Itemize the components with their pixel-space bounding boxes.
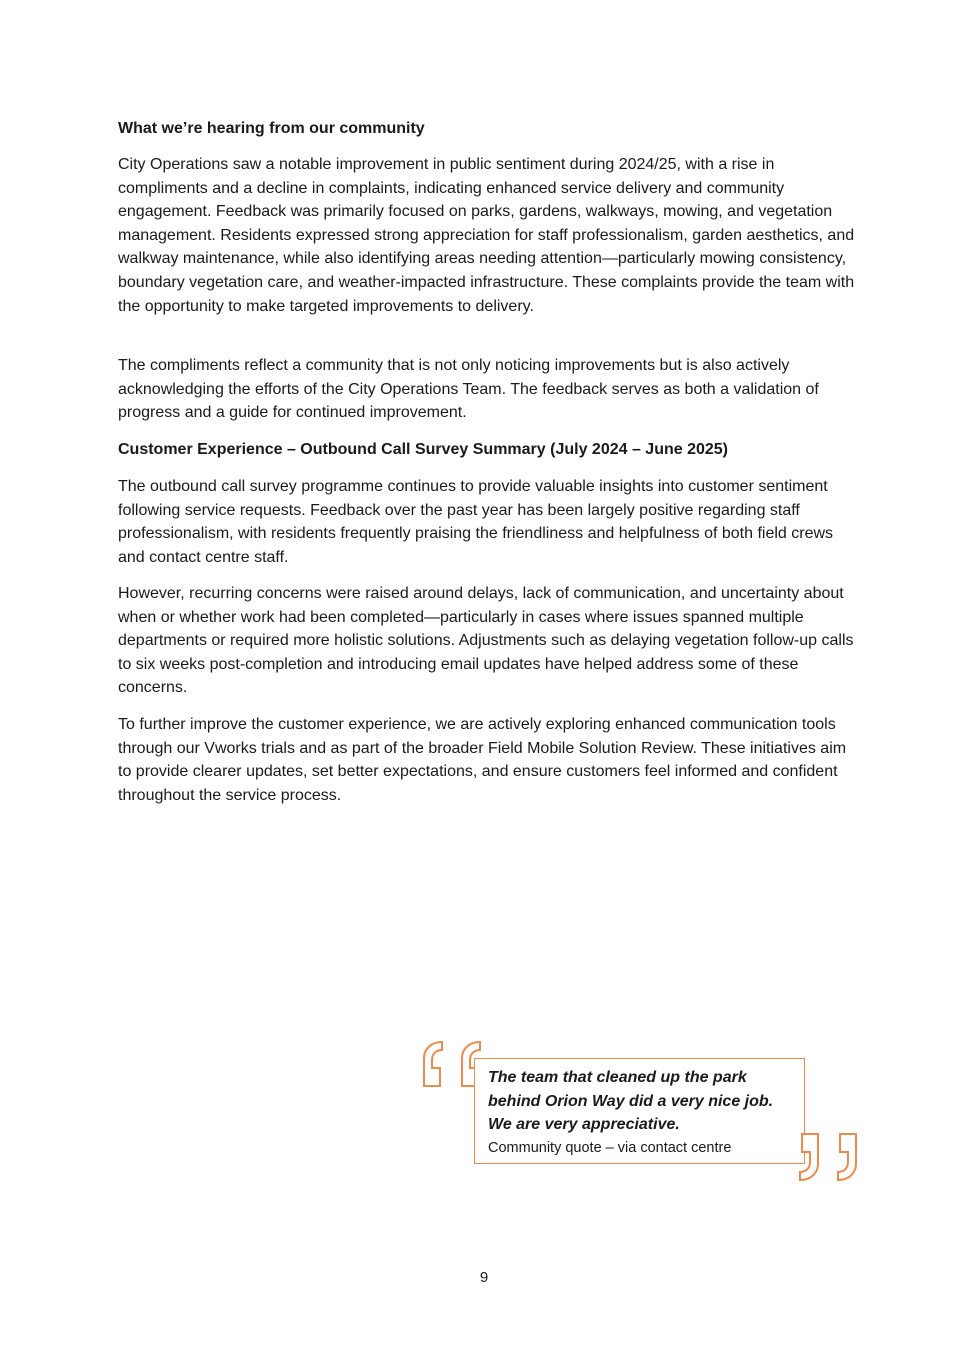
section-heading: What we’re hearing from our community <box>118 120 425 137</box>
quote-box <box>474 1058 805 1164</box>
quote-line: behind Orion Way did a very nice job. <box>488 1092 774 1110</box>
quote-source: Community quote – via contact centre <box>488 1139 732 1156</box>
page-number: 9 <box>479 1269 489 1286</box>
paragraph: The outbound call survey programme continues to provide valuable insights into customer sentiment following service requests. Feedback over the past year has been largely positive regarding staff professionalism, with residents frequently praising the friendliness and helpfulness of both field crews and contact centre staff. <box>118 478 834 566</box>
quote-line: The team that cleaned up the park <box>488 1069 747 1086</box>
quote-line: We are very appreciative. <box>488 1116 680 1134</box>
paragraph: However, recurring concerns were raised around delays, lack of communication, and uncertainty about when or whether work had been completed—particularly in cases where issues spanned multiple departments or required more holistic solutions. Adjustments such as delaying vegetation follow-up calls to six weeks post-completion and introducing email updates have helped address some of these concerns. <box>118 585 854 697</box>
section-heading: Customer Experience – Outbound Call Survey Summary (July 2024 – June 2025) <box>118 441 729 458</box>
paragraph: City Operations saw a notable improvement in public sentiment during 2024/25, with a rise in compliments and a decline in complaints, indicating enhanced service delivery and community engagement. Feedback was primarily focused on parks, gardens, walkways, mowing, and vegetation management. Residents expressed strong appreciation for staff professionalism, garden aesthetics, and walkway maintenance, while also identifying areas needing attention—particularly mowing consistency, boundary vegetation care, and weather-impacted infrastructure. These complaints provide the team with the opportunity to make targeted improvements to delivery. <box>118 156 855 315</box>
close-quote-icon <box>796 1130 866 1186</box>
paragraph: To further improve the customer experience, we are actively exploring enhanced communication tools through our Vworks trials and as part of the broader Field Mobile Solution Review. These initiatives aim to provide clearer updates, set better expectations, and ensure customers feel informed and confident throughout the service process. <box>118 716 847 804</box>
paragraph: The compliments reflect a community that is not only noticing improvements but is also actively acknowledging the efforts of the City Operations Team. The feedback serves as both a validation of progress and a guide for continued improvement. <box>118 357 819 422</box>
